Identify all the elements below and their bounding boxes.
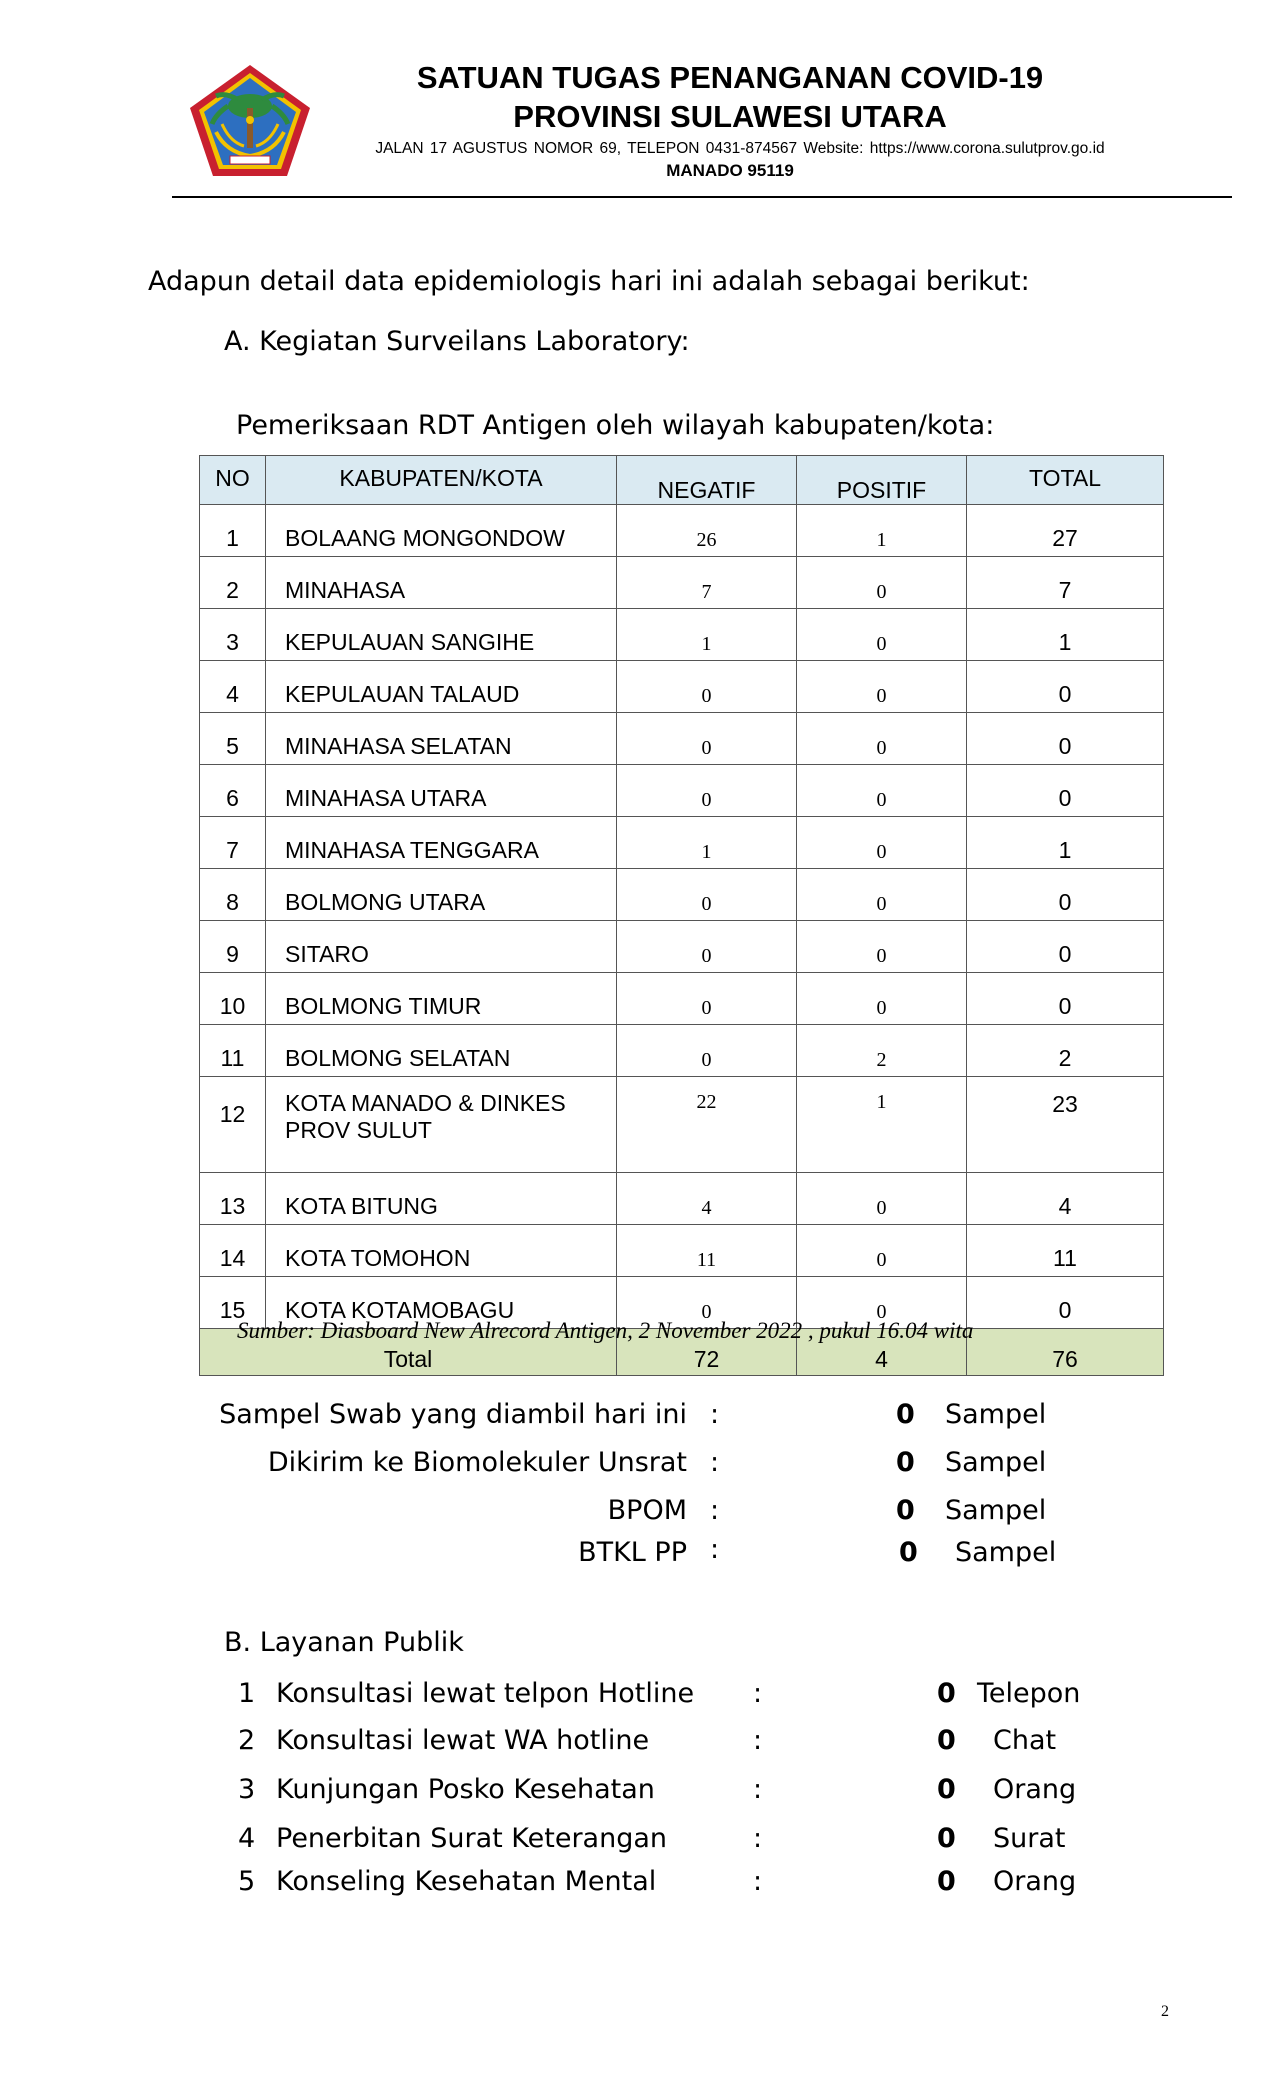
rdt-antigen-table — [199, 455, 1164, 1376]
row-positif: 0 — [797, 1225, 967, 1277]
row-kabupaten: BOLMONG SELATAN — [266, 1025, 617, 1077]
table-title: Pemeriksaan RDT Antigen oleh wilayah kabupaten/kota: — [236, 410, 995, 441]
row-number: 6 — [200, 765, 266, 817]
sampel-row-unsrat — [0, 1446, 1275, 1480]
row-total: 2 — [967, 1025, 1164, 1077]
layanan-unit: Surat — [993, 1823, 1066, 1854]
row-positif: 0 — [797, 817, 967, 869]
row-number: 8 — [200, 869, 266, 921]
table-row — [200, 713, 1164, 765]
total-label: Total — [200, 1329, 617, 1376]
row-total: 0 — [967, 869, 1164, 921]
sampel-colon: : — [710, 1534, 720, 1565]
sampel-unit: Sampel — [945, 1399, 1047, 1430]
layanan-row-surat — [0, 1822, 1275, 1856]
row-negatif: 22 — [617, 1077, 797, 1173]
layanan-row-konseling — [0, 1865, 1275, 1899]
sampel-colon: : — [710, 1447, 720, 1478]
total-negatif: 72 — [617, 1329, 797, 1376]
row-total: 0 — [967, 921, 1164, 973]
row-total: 0 — [967, 1277, 1164, 1329]
sampel-unit: Sampel — [945, 1495, 1047, 1526]
sampel-value: 0 — [896, 1447, 915, 1478]
table-row — [200, 557, 1164, 609]
row-negatif: 1 — [617, 817, 797, 869]
row-negatif: 4 — [617, 1173, 797, 1225]
layanan-row-posko — [0, 1773, 1275, 1807]
row-total: 7 — [967, 557, 1164, 609]
row-number: 13 — [200, 1173, 266, 1225]
table-row — [200, 1025, 1164, 1077]
row-positif: 0 — [797, 921, 967, 973]
sampel-label: BPOM — [607, 1495, 687, 1526]
layanan-unit: Orang — [993, 1774, 1077, 1805]
row-kabupaten: KOTA TOMOHON — [266, 1225, 617, 1277]
row-positif: 0 — [797, 1277, 967, 1329]
table-row — [200, 921, 1164, 973]
row-positif: 0 — [797, 1173, 967, 1225]
row-kabupaten: MINAHASA TENGGARA — [266, 817, 617, 869]
layanan-unit: Telepon — [977, 1678, 1081, 1709]
sampel-value: 0 — [896, 1495, 915, 1526]
row-number: 2 — [200, 557, 266, 609]
row-total: 4 — [967, 1173, 1164, 1225]
layanan-label: Penerbitan Surat Keterangan — [276, 1823, 668, 1854]
sampel-row-bpom — [0, 1494, 1275, 1528]
row-number: 15 — [200, 1277, 266, 1329]
row-positif: 0 — [797, 973, 967, 1025]
sampel-value: 0 — [896, 1399, 915, 1430]
row-positif: 2 — [797, 1025, 967, 1077]
header-address: JALAN 17 AGUSTUS NOMOR 69, TELEPON 0431-874567 Website: https://www.corona.sulutprov.go.id — [375, 140, 1105, 157]
column-header-no: NO — [200, 456, 266, 505]
row-total: 23 — [967, 1077, 1164, 1173]
row-number: 7 — [200, 817, 266, 869]
layanan-number: 2 — [238, 1725, 256, 1756]
row-total: 0 — [967, 973, 1164, 1025]
row-positif: 0 — [797, 713, 967, 765]
row-negatif: 1 — [617, 609, 797, 661]
row-positif: 0 — [797, 609, 967, 661]
table-row — [200, 817, 1164, 869]
layanan-colon: : — [753, 1823, 763, 1854]
table-row — [200, 1077, 1164, 1173]
row-total: 0 — [967, 765, 1164, 817]
row-kabupaten: SITARO — [266, 921, 617, 973]
table-row — [200, 765, 1164, 817]
row-negatif: 0 — [617, 973, 797, 1025]
header-city: MANADO 95119 — [666, 161, 794, 180]
table-row — [200, 661, 1164, 713]
row-negatif: 0 — [617, 661, 797, 713]
row-total: 1 — [967, 609, 1164, 661]
layanan-unit: Chat — [993, 1725, 1057, 1756]
sampel-label: Dikirim ke Biomolekuler Unsrat — [267, 1447, 687, 1478]
row-kabupaten: BOLAANG MONGONDOW — [266, 505, 617, 557]
row-negatif: 26 — [617, 505, 797, 557]
row-kabupaten: BOLMONG UTARA — [266, 869, 617, 921]
column-header-kabupaten: KABUPATEN/KOTA — [266, 456, 617, 505]
layanan-row-wa — [0, 1724, 1275, 1758]
row-negatif: 7 — [617, 557, 797, 609]
row-kabupaten: KEPULAUAN SANGIHE — [266, 609, 617, 661]
row-number: 9 — [200, 921, 266, 973]
layanan-value: 0 — [937, 1725, 956, 1756]
row-negatif: 0 — [617, 869, 797, 921]
row-total: 11 — [967, 1225, 1164, 1277]
row-negatif: 0 — [617, 921, 797, 973]
row-negatif: 0 — [617, 765, 797, 817]
sampel-row-btkl — [0, 1536, 1275, 1570]
row-number: 11 — [200, 1025, 266, 1077]
row-number: 12 — [200, 1077, 266, 1173]
row-number: 5 — [200, 713, 266, 765]
row-positif: 1 — [797, 1077, 967, 1173]
layanan-row-hotline — [0, 1677, 1275, 1711]
sampel-colon: : — [710, 1399, 720, 1430]
row-total: 0 — [967, 713, 1164, 765]
row-kabupaten: KOTA KOTAMOBAGU — [266, 1277, 617, 1329]
row-positif: 0 — [797, 765, 967, 817]
provincial-emblem-icon — [186, 62, 314, 180]
sampel-label: Sampel Swab yang diambil hari ini — [219, 1399, 687, 1430]
table-source-note: Sumber: Diasboard New Alrecord Antigen, 2 November 2022 , pukul 16.04 wita — [237, 1318, 974, 1343]
table-row — [200, 1225, 1164, 1277]
row-total: 0 — [967, 661, 1164, 713]
column-header-positif: POSITIF — [797, 456, 967, 505]
row-kabupaten: MINAHASA SELATAN — [266, 713, 617, 765]
row-positif: 0 — [797, 869, 967, 921]
table-header-row — [200, 456, 1164, 505]
sampel-label: BTKL PP — [578, 1537, 687, 1568]
row-negatif: 11 — [617, 1225, 797, 1277]
layanan-colon: : — [753, 1866, 763, 1897]
header-title-line2: PROVINSI SULAWESI UTARA — [513, 99, 947, 134]
layanan-label: Konseling Kesehatan Mental — [276, 1866, 657, 1897]
layanan-colon: : — [753, 1678, 763, 1709]
table-row — [200, 1173, 1164, 1225]
row-kabupaten: MINAHASA UTARA — [266, 765, 617, 817]
intro-text: Adapun detail data epidemiologis hari ini adalah sebagai berikut: — [148, 266, 1030, 297]
row-number: 14 — [200, 1225, 266, 1277]
layanan-value: 0 — [937, 1774, 956, 1805]
table-row — [200, 609, 1164, 661]
sampel-unit: Sampel — [955, 1537, 1057, 1568]
header-title-line1: SATUAN TUGAS PENANGANAN COVID-19 — [416, 60, 1044, 95]
layanan-colon: : — [753, 1774, 763, 1805]
layanan-value: 0 — [937, 1823, 956, 1854]
total-total: 76 — [967, 1329, 1164, 1376]
row-positif: 0 — [797, 661, 967, 713]
row-kabupaten: MINAHASA — [266, 557, 617, 609]
row-total: 1 — [967, 817, 1164, 869]
layanan-label: Konsultasi lewat WA hotline — [276, 1725, 650, 1756]
sampel-row-swab — [0, 1398, 1275, 1432]
row-number: 3 — [200, 609, 266, 661]
row-number: 4 — [200, 661, 266, 713]
row-negatif: 0 — [617, 1025, 797, 1077]
table-row — [200, 973, 1164, 1025]
layanan-value: 0 — [937, 1678, 956, 1709]
table-row — [200, 505, 1164, 557]
row-number: 10 — [200, 973, 266, 1025]
layanan-label: Konsultasi lewat telpon Hotline — [276, 1678, 695, 1709]
column-header-total: TOTAL — [967, 456, 1164, 505]
section-b-title: B. Layanan Publik — [224, 1627, 464, 1658]
row-positif: 1 — [797, 505, 967, 557]
layanan-label: Kunjungan Posko Kesehatan — [276, 1774, 655, 1805]
layanan-value: 0 — [937, 1866, 956, 1897]
total-positif: 4 — [797, 1329, 967, 1376]
layanan-number: 3 — [238, 1774, 256, 1805]
sampel-colon: : — [710, 1495, 720, 1526]
layanan-number: 5 — [238, 1866, 256, 1897]
row-positif: 0 — [797, 557, 967, 609]
row-kabupaten: KOTA BITUNG — [266, 1173, 617, 1225]
table-row — [200, 869, 1164, 921]
row-kabupaten: BOLMONG TIMUR — [266, 973, 617, 1025]
layanan-colon: : — [753, 1725, 763, 1756]
row-total: 27 — [967, 505, 1164, 557]
row-negatif: 0 — [617, 1277, 797, 1329]
row-negatif: 0 — [617, 713, 797, 765]
page-number: 2 — [1161, 2003, 1169, 2020]
sampel-unit: Sampel — [945, 1447, 1047, 1478]
layanan-number: 1 — [238, 1678, 256, 1709]
row-kabupaten: KEPULAUAN TALAUD — [266, 661, 617, 713]
row-kabupaten: KOTA MANADO & DINKES PROV SULUT — [266, 1077, 617, 1173]
row-number: 1 — [200, 505, 266, 557]
sampel-value: 0 — [899, 1537, 918, 1568]
layanan-unit: Orang — [993, 1866, 1077, 1897]
column-header-negatif: NEGATIF — [617, 456, 797, 505]
section-a-title: A. Kegiatan Surveilans Laboratory: — [224, 326, 690, 357]
header-divider — [172, 196, 1232, 198]
layanan-number: 4 — [238, 1823, 256, 1854]
